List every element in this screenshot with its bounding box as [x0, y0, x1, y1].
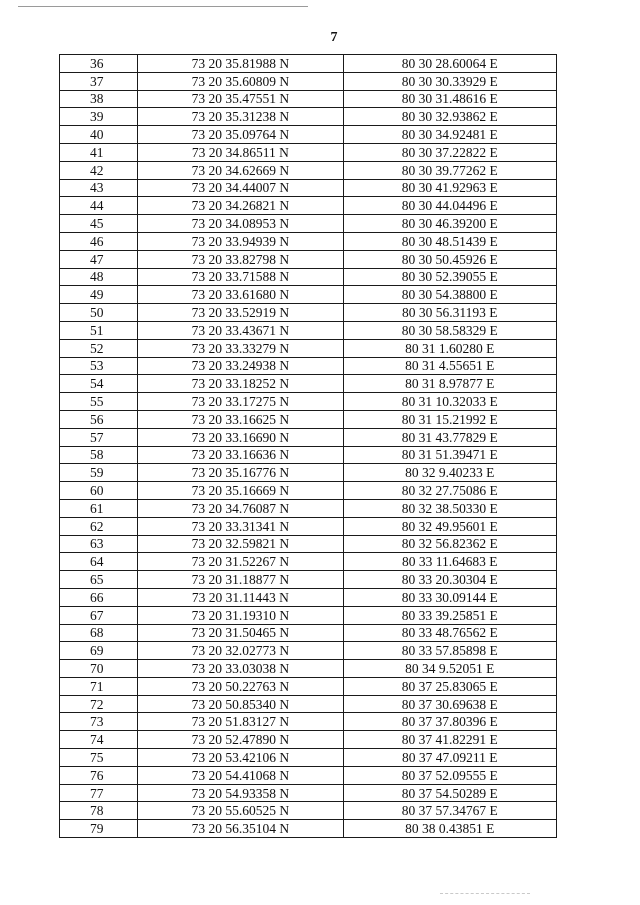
longitude-cell: 80 34 9.52051 E: [343, 660, 556, 678]
latitude-cell: 73 20 31.19310 N: [138, 606, 343, 624]
table-row: [60, 731, 557, 749]
latitude-cell: 73 20 33.16625 N: [138, 410, 343, 428]
latitude-cell: 73 20 32.59821 N: [138, 535, 343, 553]
longitude-cell: 80 30 58.58329 E: [343, 321, 556, 339]
point-number-cell: 60: [60, 482, 138, 500]
point-number-cell: 67: [60, 606, 138, 624]
longitude-cell: 80 30 52.39055 E: [343, 268, 556, 286]
latitude-cell: 73 20 33.94939 N: [138, 232, 343, 250]
latitude-cell: 73 20 33.71588 N: [138, 268, 343, 286]
longitude-cell: 80 31 51.39471 E: [343, 446, 556, 464]
table-row: [60, 642, 557, 660]
point-number-cell: 43: [60, 179, 138, 197]
table-row: [60, 375, 557, 393]
point-number-cell: 68: [60, 624, 138, 642]
longitude-cell: 80 32 49.95601 E: [343, 517, 556, 535]
longitude-cell: 80 30 32.93862 E: [343, 108, 556, 126]
longitude-cell: 80 30 37.22822 E: [343, 143, 556, 161]
table-row: [60, 606, 557, 624]
longitude-cell: 80 30 48.51439 E: [343, 232, 556, 250]
table-row: [60, 820, 557, 838]
table-row: [60, 304, 557, 322]
coordinates-table-body: [60, 55, 557, 838]
longitude-cell: 80 33 39.25851 E: [343, 606, 556, 624]
table-row: [60, 660, 557, 678]
latitude-cell: 73 20 33.24938 N: [138, 357, 343, 375]
point-number-cell: 59: [60, 464, 138, 482]
point-number-cell: 72: [60, 695, 138, 713]
table-row: [60, 784, 557, 802]
latitude-cell: 73 20 35.60809 N: [138, 72, 343, 90]
table-row: [60, 250, 557, 268]
table-row: [60, 588, 557, 606]
latitude-cell: 73 20 34.86511 N: [138, 143, 343, 161]
point-number-cell: 74: [60, 731, 138, 749]
longitude-cell: 80 30 31.48616 E: [343, 90, 556, 108]
point-number-cell: 47: [60, 250, 138, 268]
longitude-cell: 80 37 41.82291 E: [343, 731, 556, 749]
longitude-cell: 80 30 39.77262 E: [343, 161, 556, 179]
point-number-cell: 40: [60, 126, 138, 144]
table-row: [60, 428, 557, 446]
latitude-cell: 73 20 53.42106 N: [138, 749, 343, 767]
latitude-cell: 73 20 50.22763 N: [138, 677, 343, 695]
latitude-cell: 73 20 33.43671 N: [138, 321, 343, 339]
table-row: [60, 571, 557, 589]
table-row: [60, 72, 557, 90]
latitude-cell: 73 20 34.76087 N: [138, 499, 343, 517]
table-row: [60, 215, 557, 233]
point-number-cell: 57: [60, 428, 138, 446]
table-row: [60, 321, 557, 339]
longitude-cell: 80 33 30.09144 E: [343, 588, 556, 606]
longitude-cell: 80 37 47.09211 E: [343, 749, 556, 767]
point-number-cell: 61: [60, 499, 138, 517]
latitude-cell: 73 20 34.44007 N: [138, 179, 343, 197]
longitude-cell: 80 33 20.30304 E: [343, 571, 556, 589]
longitude-cell: 80 32 38.50330 E: [343, 499, 556, 517]
point-number-cell: 79: [60, 820, 138, 838]
point-number-cell: 48: [60, 268, 138, 286]
point-number-cell: 46: [60, 232, 138, 250]
point-number-cell: 52: [60, 339, 138, 357]
longitude-cell: 80 31 43.77829 E: [343, 428, 556, 446]
latitude-cell: 73 20 52.47890 N: [138, 731, 343, 749]
table-row: [60, 410, 557, 428]
point-number-cell: 63: [60, 535, 138, 553]
longitude-cell: 80 38 0.43851 E: [343, 820, 556, 838]
table-row: [60, 766, 557, 784]
latitude-cell: 73 20 35.16669 N: [138, 482, 343, 500]
point-number-cell: 69: [60, 642, 138, 660]
longitude-cell: 80 30 54.38800 E: [343, 286, 556, 304]
point-number-cell: 71: [60, 677, 138, 695]
point-number-cell: 56: [60, 410, 138, 428]
point-number-cell: 78: [60, 802, 138, 820]
longitude-cell: 80 30 28.60064 E: [343, 55, 556, 73]
longitude-cell: 80 33 11.64683 E: [343, 553, 556, 571]
longitude-cell: 80 31 4.55651 E: [343, 357, 556, 375]
point-number-cell: 76: [60, 766, 138, 784]
longitude-cell: 80 31 8.97877 E: [343, 375, 556, 393]
table-row: [60, 197, 557, 215]
bottom-mark: [440, 893, 530, 895]
point-number-cell: 75: [60, 749, 138, 767]
table-row: [60, 446, 557, 464]
latitude-cell: 73 20 31.18877 N: [138, 571, 343, 589]
longitude-cell: 80 37 30.69638 E: [343, 695, 556, 713]
table-row: [60, 108, 557, 126]
longitude-cell: 80 37 57.34767 E: [343, 802, 556, 820]
point-number-cell: 64: [60, 553, 138, 571]
point-number-cell: 41: [60, 143, 138, 161]
latitude-cell: 73 20 54.93358 N: [138, 784, 343, 802]
longitude-cell: 80 30 46.39200 E: [343, 215, 556, 233]
table-row: [60, 339, 557, 357]
point-number-cell: 50: [60, 304, 138, 322]
point-number-cell: 58: [60, 446, 138, 464]
latitude-cell: 73 20 33.82798 N: [138, 250, 343, 268]
table-row: [60, 268, 557, 286]
latitude-cell: 73 20 54.41068 N: [138, 766, 343, 784]
point-number-cell: 53: [60, 357, 138, 375]
latitude-cell: 73 20 33.18252 N: [138, 375, 343, 393]
longitude-cell: 80 31 10.32033 E: [343, 393, 556, 411]
point-number-cell: 49: [60, 286, 138, 304]
longitude-cell: 80 32 56.82362 E: [343, 535, 556, 553]
table-row: [60, 90, 557, 108]
table-row: [60, 286, 557, 304]
table-row: [60, 517, 557, 535]
table-row: [60, 357, 557, 375]
latitude-cell: 73 20 33.16690 N: [138, 428, 343, 446]
table-row: [60, 695, 557, 713]
longitude-cell: 80 31 15.21992 E: [343, 410, 556, 428]
table-row: [60, 749, 557, 767]
table-row: [60, 393, 557, 411]
point-number-cell: 37: [60, 72, 138, 90]
table-row: [60, 553, 557, 571]
latitude-cell: 73 20 35.81988 N: [138, 55, 343, 73]
top-rule: [18, 6, 308, 7]
longitude-cell: 80 30 56.31193 E: [343, 304, 556, 322]
latitude-cell: 73 20 56.35104 N: [138, 820, 343, 838]
table-row: [60, 126, 557, 144]
latitude-cell: 73 20 35.16776 N: [138, 464, 343, 482]
longitude-cell: 80 30 44.04496 E: [343, 197, 556, 215]
point-number-cell: 65: [60, 571, 138, 589]
table-row: [60, 482, 557, 500]
longitude-cell: 80 33 48.76562 E: [343, 624, 556, 642]
latitude-cell: 73 20 33.52919 N: [138, 304, 343, 322]
point-number-cell: 44: [60, 197, 138, 215]
point-number-cell: 62: [60, 517, 138, 535]
longitude-cell: 80 37 54.50289 E: [343, 784, 556, 802]
longitude-cell: 80 32 9.40233 E: [343, 464, 556, 482]
latitude-cell: 73 20 51.83127 N: [138, 713, 343, 731]
longitude-cell: 80 30 30.33929 E: [343, 72, 556, 90]
table-row: [60, 55, 557, 73]
point-number-cell: 54: [60, 375, 138, 393]
point-number-cell: 66: [60, 588, 138, 606]
longitude-cell: 80 37 25.83065 E: [343, 677, 556, 695]
point-number-cell: 39: [60, 108, 138, 126]
latitude-cell: 73 20 33.33279 N: [138, 339, 343, 357]
table-row: [60, 535, 557, 553]
latitude-cell: 73 20 31.11443 N: [138, 588, 343, 606]
point-number-cell: 77: [60, 784, 138, 802]
longitude-cell: 80 33 57.85898 E: [343, 642, 556, 660]
longitude-cell: 80 31 1.60280 E: [343, 339, 556, 357]
point-number-cell: 73: [60, 713, 138, 731]
longitude-cell: 80 30 50.45926 E: [343, 250, 556, 268]
table-row: [60, 179, 557, 197]
latitude-cell: 73 20 55.60525 N: [138, 802, 343, 820]
latitude-cell: 73 20 31.50465 N: [138, 624, 343, 642]
latitude-cell: 73 20 33.16636 N: [138, 446, 343, 464]
latitude-cell: 73 20 33.61680 N: [138, 286, 343, 304]
latitude-cell: 73 20 35.31238 N: [138, 108, 343, 126]
latitude-cell: 73 20 34.62669 N: [138, 161, 343, 179]
point-number-cell: 51: [60, 321, 138, 339]
table-row: [60, 232, 557, 250]
table-row: [60, 624, 557, 642]
table-row: [60, 143, 557, 161]
longitude-cell: 80 32 27.75086 E: [343, 482, 556, 500]
latitude-cell: 73 20 34.26821 N: [138, 197, 343, 215]
point-number-cell: 55: [60, 393, 138, 411]
latitude-cell: 73 20 32.02773 N: [138, 642, 343, 660]
page-number: 7: [330, 30, 338, 45]
point-number-cell: 70: [60, 660, 138, 678]
table-row: [60, 802, 557, 820]
table-row: [60, 161, 557, 179]
latitude-cell: 73 20 33.03038 N: [138, 660, 343, 678]
latitude-cell: 73 20 34.08953 N: [138, 215, 343, 233]
point-number-cell: 38: [60, 90, 138, 108]
latitude-cell: 73 20 31.52267 N: [138, 553, 343, 571]
table-row: [60, 464, 557, 482]
latitude-cell: 73 20 35.09764 N: [138, 126, 343, 144]
longitude-cell: 80 37 52.09555 E: [343, 766, 556, 784]
longitude-cell: 80 30 34.92481 E: [343, 126, 556, 144]
table-row: [60, 499, 557, 517]
point-number-cell: 45: [60, 215, 138, 233]
table-row: [60, 713, 557, 731]
table-row: [60, 677, 557, 695]
longitude-cell: 80 37 37.80396 E: [343, 713, 556, 731]
latitude-cell: 73 20 50.85340 N: [138, 695, 343, 713]
latitude-cell: 73 20 33.31341 N: [138, 517, 343, 535]
latitude-cell: 73 20 33.17275 N: [138, 393, 343, 411]
latitude-cell: 73 20 35.47551 N: [138, 90, 343, 108]
longitude-cell: 80 30 41.92963 E: [343, 179, 556, 197]
point-number-cell: 42: [60, 161, 138, 179]
coordinates-table: [59, 54, 557, 838]
point-number-cell: 36: [60, 55, 138, 73]
